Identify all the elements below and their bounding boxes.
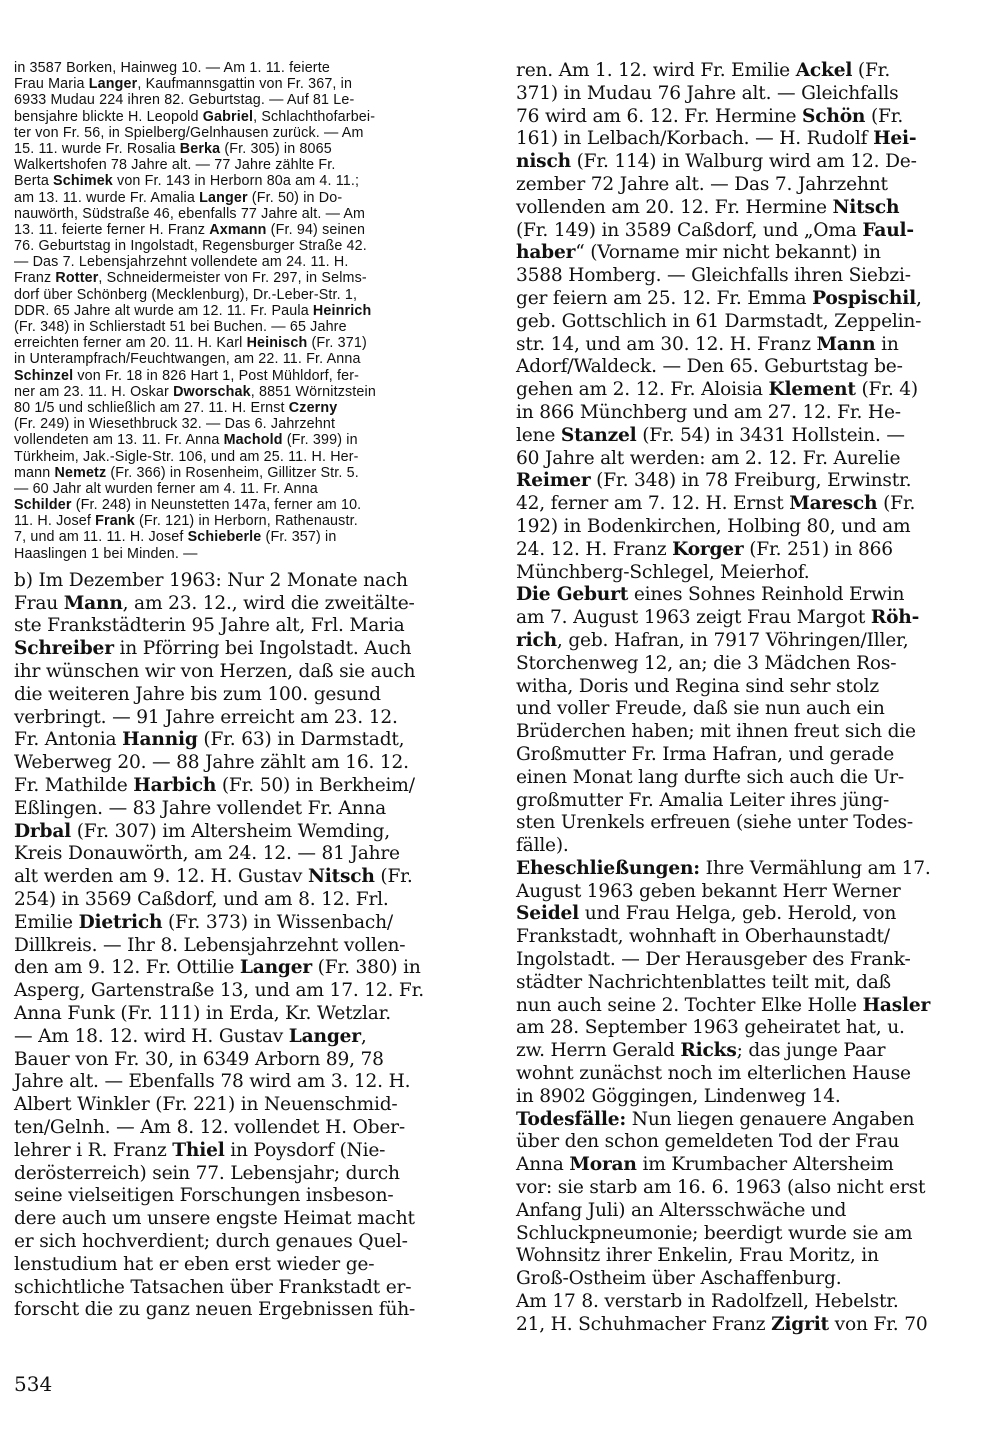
text-line: 7, und am 11. 11. H. Josef Schieberle (Fr. 357) in	[14, 529, 337, 546]
text-line: alt werden am 9. 12. H. Gustav Nitsch (Fr.	[14, 866, 413, 888]
text-line: seine vielseitigen Forschungen insbeson-	[14, 1185, 394, 1207]
text-line: in 8902 Göggingen, Lindenweg 14.	[516, 1085, 841, 1107]
text-line: lehrer i R. Franz Thiel in Poysdorf (Nie-	[14, 1139, 386, 1161]
text-line: Anfang Juli) an Altersschwäche und	[516, 1199, 847, 1221]
text-line: derösterreich) sein 77. Lebensjahr; durch	[14, 1162, 400, 1184]
text-line: Anna Moran im Krumbacher Altersheim	[516, 1154, 894, 1176]
text-line: dorf über Schönberg (Mecklenburg), Dr.-Leber-Str. 1,	[14, 286, 358, 303]
text-line: lenstudium hat er eben erst wieder ge-	[14, 1253, 375, 1275]
text-line: geb. Gottschlich in 61 Darmstadt, Zeppelin-	[516, 310, 922, 332]
text-line: 24. 12. H. Franz Korger (Fr. 251) in 866	[516, 538, 893, 560]
text-line: Eheschließungen: Ihre Vermählung am 17.	[516, 857, 931, 879]
text-line: Türkheim, Jak.-Sigle-Str. 106, und am 25. 11. H. Her-	[14, 448, 359, 465]
text-line: Franz Rotter, Schneidermeister von Fr. 297, in Selms-	[14, 270, 367, 287]
text-line: und voller Freude, daß sie nun auch ein	[516, 698, 885, 720]
text-line: sten Urenkels erfreuen (siehe unter Todes-	[516, 812, 913, 834]
text-line: Großmutter Fr. Irma Hafran, und gerade	[516, 743, 895, 765]
text-line: ihr wünschen wir von Herzen, daß sie auch	[14, 661, 416, 682]
text-line: nauwörth, Südstraße 46, ebenfalls 77 Jahre alt. — Am	[14, 205, 366, 222]
text-line: mann Nemetz (Fr. 366) in Rosenheim, Gillitzer Str. 5.	[14, 464, 359, 481]
text-line: Wohnsitz ihrer Enkelin, Frau Moritz, in	[516, 1245, 879, 1267]
text-line: 21, H. Schuhmacher Franz Zigrit von Fr. 70	[516, 1313, 928, 1335]
text-line: 6933 Mudau 224 ihren 82. Geburtstag. — Auf 81 Le-	[14, 92, 355, 109]
text-line: am 13. 11. wurde Fr. Amalia Langer (Fr. 50) in Do-	[14, 189, 343, 206]
text-line: Drbal (Fr. 307) im Altersheim Wemding,	[14, 820, 390, 842]
text-line: — Am 18. 12. wird H. Gustav Langer,	[14, 1025, 367, 1047]
text-line: Ingolstadt. — Der Herausgeber des Frank-	[516, 949, 911, 971]
right-column	[516, 60, 972, 1337]
text-line: Am 17 8. verstarb in Radolfzell, Hebelstr.	[516, 1291, 899, 1313]
text-line: Brüderchen haben; mit ihnen freut sich die	[516, 721, 916, 743]
text-line: Bauer von Fr. 30, in 6349 Arborn 89, 78	[14, 1048, 384, 1070]
text-line: verbringt. — 91 Jahre erreicht am 23. 12.	[14, 706, 398, 728]
text-line: (Fr. 149) in 3589 Caßdorf, und „Oma Faul-	[516, 219, 914, 241]
text-line: 11. H. Josef Frank (Fr. 121) in Herborn, Rathenaustr.	[14, 513, 358, 530]
text-line: 161) in Lelbach/Korbach. — H. Rudolf Hei-	[516, 128, 917, 150]
text-line: die weiteren Jahre bis zum 100. gesund	[14, 683, 381, 705]
birthday-list-december	[14, 570, 486, 1322]
text-line: vor: sie starb am 16. 6. 1963 (also nicht erst	[516, 1177, 926, 1199]
text-line: 76 wird am 6. 12. Fr. Hermine Schön (Fr.	[516, 105, 904, 127]
text-line: einen Monat lang durfte sich auch die Ur-	[516, 766, 904, 788]
text-line: Haaslingen 1 bei Minden. —	[14, 545, 198, 562]
text-line: August 1963 geben bekannt Herr Werner	[516, 880, 901, 902]
text-line: er sich hochverdient; durch genaues Quel-	[14, 1230, 408, 1252]
text-line: 60 Jahre alt werden: am 2. 12. Fr. Aurelie	[516, 447, 901, 469]
text-line: (Fr. 249) in Wiesethbruck 32. — Das 6. Jahrzehnt	[14, 416, 336, 433]
text-line: am 7. August 1963 zeigt Frau Margot Röh-	[516, 607, 920, 629]
text-line: erreichten ferner am 20. 11. H. Karl Heinisch (Fr. 371)	[14, 335, 367, 352]
text-line: witha, Doris und Regina sind sehr stolz	[516, 675, 879, 697]
text-line: in 866 Münchberg und am 27. 12. Fr. He-	[516, 401, 901, 423]
text-line: Eßlingen. — 83 Jahre vollendet Fr. Anna	[14, 797, 387, 819]
text-line: Todesfälle: Nun liegen genauere Angaben	[516, 1108, 915, 1130]
text-line: — Das 7. Lebensjahrzehnt vollendete am 24. 11. H.	[14, 254, 349, 271]
text-line: in 3587 Borken, Hainweg 10. — Am 1. 11. feierte	[14, 60, 330, 76]
text-line: str. 14, und am 30. 12. H. Franz Mann in	[516, 333, 899, 355]
text-line: Adorf/Waldeck. — Den 65. Geburtstag be-	[516, 356, 903, 378]
text-line: Albert Winkler (Fr. 221) in Neuenschmid-	[14, 1094, 398, 1116]
text-line: ren. Am 1. 12. wird Fr. Emilie Ackel (Fr.	[516, 60, 891, 81]
text-line: 76. Geburtstag in Ingolstadt, Regensburger Straße 42.	[14, 238, 367, 255]
text-line: in Unterampfrach/Feuchtwangen, am 22. 11. Fr. Anna	[14, 351, 361, 368]
text-line: wohnt zunächst noch im elterlichen Hause	[516, 1063, 911, 1085]
text-line: Schinzel von Fr. 18 in 826 Hart 1, Post Mühldorf, fer-	[14, 367, 360, 384]
text-line: Münchberg-Schlegel, Meierhof.	[516, 561, 810, 583]
text-line: dere auch um unsere engste Heimat macht	[14, 1208, 415, 1230]
text-line: Groß-Ostheim über Aschaffenburg.	[516, 1268, 842, 1290]
text-line: — 60 Jahr alt wurden ferner am 4. 11. Fr. Anna	[14, 480, 318, 497]
text-line: gehen am 2. 12. Fr. Aloisia Klement (Fr. 4)	[516, 379, 918, 401]
text-line: Anna Funk (Fr. 111) in Erda, Kr. Wetzlar.	[14, 1002, 391, 1024]
text-line: Dillkreis. — Ihr 8. Lebensjahrzehnt vollen-	[14, 934, 406, 956]
text-line: lene Stanzel (Fr. 54) in 3431 Hollstein. —	[516, 424, 905, 446]
text-line: ste Frankstädterin 95 Jahre alt, Frl. Maria	[14, 615, 405, 637]
text-line: rich, geb. Hafran, in 7917 Vöhringen/Iller,	[516, 629, 909, 651]
birthday-list-november	[14, 60, 486, 562]
text-line: 15. 11. wurde Fr. Rosalia Berka (Fr. 305) in 8065	[14, 140, 332, 157]
text-line: Seidel und Frau Helga, geb. Herold, von	[516, 903, 897, 925]
text-line: Walkertshofen 78 Jahre alt. — 77 Jahre zählte Fr.	[14, 157, 336, 174]
text-line: fälle).	[516, 835, 569, 857]
text-line: Kreis Donauwörth, am 24. 12. — 81 Jahre	[14, 843, 400, 865]
text-line: forscht die zu ganz neuen Ergebnissen füh-	[14, 1299, 416, 1321]
text-line: Schilder (Fr. 248) in Neunstetten 147a, ferner am 10.	[14, 497, 362, 514]
text-line: städter Nachrichtenblattes teilt mit, daß	[516, 971, 891, 993]
text-line: DDR. 65 Jahre alt wurde am 12. 11. Fr. Paula Heinrich	[14, 302, 372, 319]
text-line: ter von Fr. 56, in Spielberg/Gelnhausen zurück. — Am	[14, 124, 364, 141]
text-line: nisch (Fr. 114) in Walburg wird am 12. De-	[516, 151, 917, 173]
text-line: den am 9. 12. Fr. Ottilie Langer (Fr. 380) in	[14, 957, 421, 979]
text-line: zember 72 Jahre alt. — Das 7. Jahrzehnt	[516, 173, 888, 195]
text-line: Frankstadt, wohnhaft in Oberhaunstadt/	[516, 926, 890, 948]
text-line: 3588 Homberg. — Gleichfalls ihren Siebzi-	[516, 265, 911, 287]
text-line: ger feiern am 25. 12. Fr. Emma Pospischil,	[516, 287, 922, 309]
text-line: 42, ferner am 7. 12. H. Ernst Maresch (Fr.	[516, 493, 916, 515]
text-line: 254) in 3569 Caßdorf, und am 8. 12. Frl.	[14, 888, 389, 910]
text-line: Die Geburt eines Sohnes Reinhold Erwin	[516, 584, 905, 606]
text-line: nun auch seine 2. Tochter Elke Holle Hasler	[516, 994, 931, 1016]
text-line: 80 1/5 und schließlich am 27. 11. H. Ernst Czerny	[14, 399, 338, 416]
left-column	[14, 60, 486, 1322]
text-line: ten/Gelnh. — Am 8. 12. vollendet H. Ober-	[14, 1116, 405, 1138]
text-line: b) Im Dezember 1963: Nur 2 Monate nach	[14, 569, 408, 591]
text-line: großmutter Fr. Amalia Leiter ihres jüng-	[516, 789, 890, 811]
text-line: haber“ (Vorname mir nicht bekannt) in	[516, 242, 881, 264]
text-line: Emilie Dietrich (Fr. 373) in Wissenbach/	[14, 911, 393, 933]
text-line: Storchenweg 12, an; die 3 Mädchen Ros-	[516, 652, 897, 674]
text-line: Schreiber in Pförring bei Ingolstadt. Auch	[14, 638, 412, 660]
text-line: bensjahre blickte H. Leopold Gabriel, Schlachthofarbei-	[14, 108, 376, 125]
text-line: Fr. Mathilde Harbich (Fr. 50) in Berkheim/	[14, 774, 415, 796]
text-line: Reimer (Fr. 348) in 78 Freiburg, Erwinstr.	[516, 470, 912, 492]
text-line: am 28. September 1963 geheiratet hat, u.	[516, 1017, 905, 1039]
text-line: Asperg, Gartenstraße 13, und am 17. 12. Fr.	[14, 980, 424, 1002]
text-line: (Fr. 348) in Schlierstadt 51 bei Buchen. — 65 Jahre	[14, 319, 347, 335]
text-line: 13. 11. feierte ferner H. Franz Axmann (Fr. 94) seinen	[14, 221, 366, 238]
text-line: Berta Schimek von Fr. 143 in Herborn 80a am 4. 11.;	[14, 173, 360, 190]
text-line: 371) in Mudau 76 Jahre alt. — Gleichfalls	[516, 82, 899, 104]
text-line: Frau Maria Langer, Kaufmannsgattin von Fr. 367, in	[14, 76, 353, 93]
text-line: Schluckpneumonie; beerdigt wurde sie am	[516, 1222, 913, 1244]
text-line: Weberweg 20. — 88 Jahre zählt am 16. 12.	[14, 752, 409, 774]
text-line: schichtliche Tatsachen über Frankstadt er-	[14, 1276, 412, 1298]
text-line: 192) in Bodenkirchen, Holbing 80, und am	[516, 515, 911, 537]
text-line: vollendeten am 13. 11. Fr. Anna Machold (Fr. 399) in	[14, 432, 358, 449]
text-line: Jahre alt. — Ebenfalls 78 wird am 3. 12. H.	[14, 1071, 411, 1093]
text-line: vollenden am 20. 12. Fr. Hermine Nitsch	[516, 196, 900, 218]
text-line: zw. Herrn Gerald Ricks; das junge Paar	[516, 1040, 886, 1062]
page-number: 534	[14, 1372, 53, 1396]
text-line: Frau Mann, am 23. 12., wird die zweitälte-	[14, 592, 415, 614]
text-line: ner am 23. 11. H. Oskar Dworschak, 8851 Wörnitzstein	[14, 383, 376, 400]
text-line: über den schon gemeldeten Tod der Frau	[516, 1131, 900, 1153]
text-line: Fr. Antonia Hannig (Fr. 63) in Darmstadt,	[14, 729, 405, 751]
